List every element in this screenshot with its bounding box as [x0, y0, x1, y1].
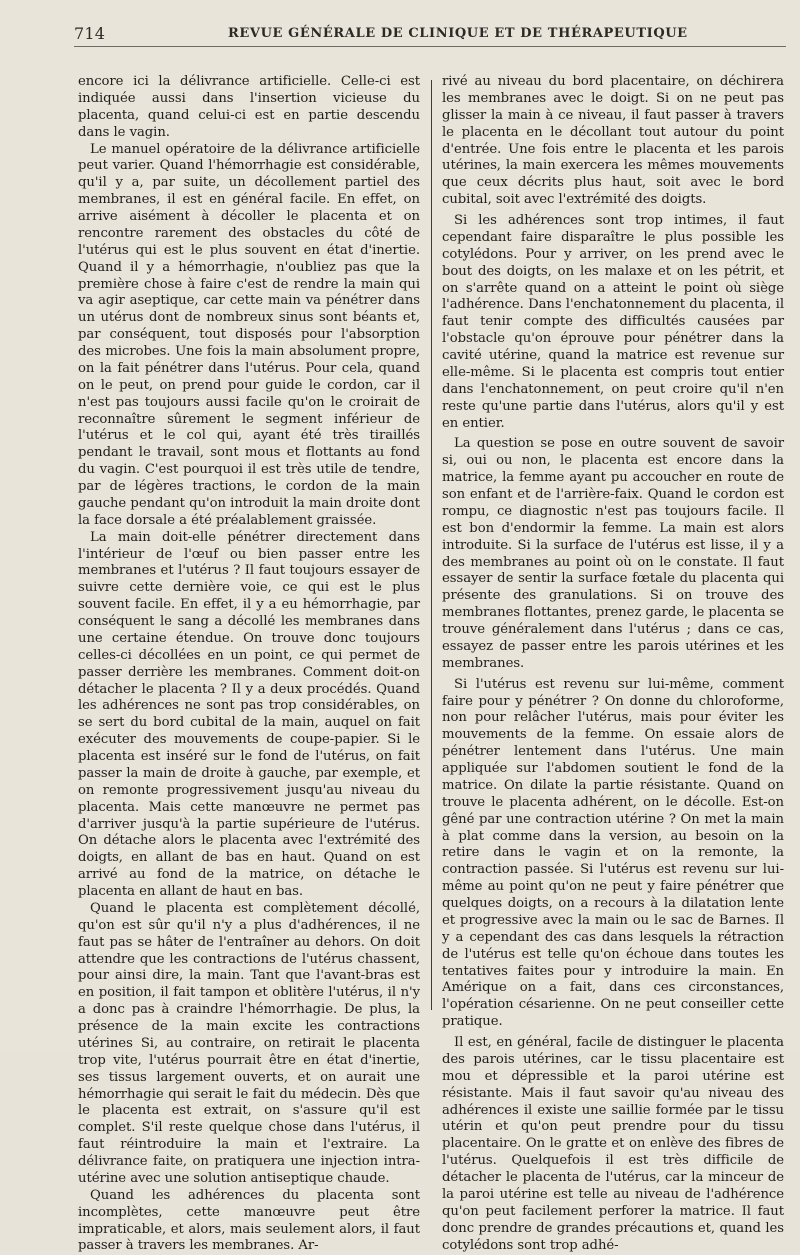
- paragraph: La question se pose en outre souvent de savoir si, oui ou non, le placenta est encore dans la matrice, la femme ayant pu accoucher en route de son enfant et de l'arrière-faix. Quand le cordon est rompu, ce diagnostic n'est pas toujours facile. Il est bon d'endormir la femme. La main est alors introduite. Si la surface de l'utérus est lisse, il y a des membranes au point où on le constate. Il faut essayer de sentir la surface fœtale du placenta qui présente des granulations. Si on trouve des membranes flottantes, prenez garde, le placenta se trouve généralement dans l'utérus ; dans ce cas, essayez de passer entre les parois utérines et les membranes.: [442, 436, 784, 671]
- page-number: 714: [74, 24, 106, 43]
- paragraph: Il est, en général, facile de distinguer le placenta des parois utérines, car le tissu placentaire est mou et dépressible et la paroi utérine est résistante. Mais il faut savoir qu'au niveau des adhérences il existe une saillie formée par le tissu utérin et qu'on peut prendre pour du tissu placentaire. On le gratte et on enlève des fibres de l'utérus. Quelquefois il est très difficile de détacher le placenta de l'utérus, car la minceur de la paroi utérine est telle au niveau de l'adhérence qu'on peut facilement perforer la matrice. Il faut donc prendre de grandes précautions et, quand les cotylédons sont trop adhé-: [442, 1035, 784, 1253]
- left-column: [78, 74, 420, 1255]
- right-column: [442, 74, 784, 1254]
- paragraph: encore ici la délivrance artificielle. Celle-ci est indiquée aussi dans l'insertion vicieuse du placenta, quand celui-ci est en partie descendu dans le vagin.: [78, 74, 420, 140]
- paragraph: Si l'utérus est revenu sur lui-même, comment faire pour y pénétrer ? On donne du chloroforme, non pour relâcher l'utérus, mais pour éviter les mouvements de la femme. On essaie alors de pénétrer lentement dans l'utérus. Une main appliquée sur l'abdomen soutient le fond de la matrice. On dilate la partie résistante. Quand on trouve le placenta adhérent, on le décolle. Est-on gêné par une contraction utérine ? On met la main à plat comme dans la version, au besoin on la retire dans le vagin et on la remonte, la contraction passée. Si l'utérus est revenu sur lui-même au point qu'on ne peut y faire pénétrer que quelques doigts, on a recours à la dilatation lente et progressive avec la main ou le sac de Barnes. Il y a cependant des cas dans lesquels la rétraction de l'utérus est telle qu'on échoue dans toutes les tentatives faites pour y introduire la main. En Amérique on a fait, dans ces circonstances, l'opération césarienne. On ne peut conseiller cette pratique.: [442, 676, 784, 1030]
- paragraph: Quand le placenta est complètement décollé, qu'on est sûr qu'il n'y a plus d'adhérences, il ne faut pas se hâter de l'entraîner au dehors. On doit attendre que les contractions de l'utérus chassent, pour ainsi dire, la main. Tant que l'avant-bras est en position, il fait tampon et oblitère l'utérus, il n'y a donc pas à craindre l'hémorrhagie. De plus, la présence de la main excite les contractions utérines Si, au contraire, on retirait le placenta trop vite, l'utérus pourrait être en état d'inertie, ses tissus largement ouverts, et on aurait une hémorrhagie qui serait le fait du médecin. Dès que le placenta est extrait, on s'assure qu'il est complet. S'il reste quelque chose dans l'utérus, il faut réintroduire la main et l'extraire. La délivrance faite, on pratiquera une injection intra-utérine avec une solution antiseptique chaude.: [78, 900, 420, 1186]
- paragraph: Le manuel opératoire de la délivrance artificielle peut varier. Quand l'hémorrhagie est considérable, qu'il y a, par suite, un décollement partiel des membranes, il est en général facile. En effet, on arrive aisément à décoller le placenta et on rencontre rarement des obstacles du côté de l'utérus qui est le plus souvent en état d'inertie. Quand il y a hémorrhagie, n'oubliez pas que la première chose à faire c'est de rendre la main qui va agir aseptique, car cette main va pénétrer dans un utérus dont de nombreux sinus sont béants et, par conséquent, tout disposés pour l'absorption des microbes. Une fois la main absolument propre, on la fait pénétrer dans l'utérus. Pour cela, quand on le peut, on prend pour guide le cordon, car il n'est pas toujours aussi facile qu'on le croirait de reconnaître sûrement le segment inférieur de l'utérus et le col qui, ayant été très tiraillés pendant le travail, sont mous et flottants au fond du vagin. C'est pourquoi il est très utile de tendre, par de légères tractions, le cordon de la main gauche pendant qu'on introduit la main droite dont la face dorsale a été préalablement graissée.: [78, 141, 420, 528]
- paragraph: La main doit-elle pénétrer directement dans l'intérieur de l'œuf ou bien passer entre les membranes et l'utérus ? Il faut toujours essayer de suivre cette dernière voie, ce qui est le plus souvent facile. En effet, il y a eu hémorrhagie, par conséquent le sang a décollé les membranes dans une certaine étendue. On trouve donc toujours celles-ci décollées en un point, ce qui permet de passer derrière les membranes. Comment doit-on détacher le placenta ? Il y a deux procédés. Quand les adhérences ne sont pas trop considérables, on se sert du bord cubital de la main, auquel on fait exécuter des mouvements de coupe-papier. Si le placenta est inséré sur le fond de l'utérus, on fait passer la main de droite à gauche, par exemple, et on remonte progressivement jusqu'au niveau du placenta. Mais cette manœuvre ne permet pas d'arriver jusqu'à la partie supérieure de l'utérus. On détache alors le placenta avec l'extrémité des doigts, en allant de bas en haut. Quand on est arrivé au fond de la matrice, on détache le placenta en allant de haut en bas.: [78, 529, 420, 899]
- column-divider: [431, 80, 432, 1010]
- paragraph: Si les adhérences sont trop intimes, il faut cependant faire disparaître le plus possible les cotylédons. Pour y arriver, on les prend avec le bout des doigts, on les malaxe et on les pétrit, et on s'arrête quand on a atteint le point où siège l'adhérence. Dans l'enchatonnement du placenta, il faut tenir compte des difficultés causées par l'obstacle qu'on éprouve pour pénétrer dans la cavité utérine, quand la matrice est revenue sur elle-même. Si le placenta est compris tout entier dans l'enchatonnement, on peut croire qu'il n'en reste qu'une partie dans l'utérus, alors qu'il y est en entier.: [442, 213, 784, 431]
- running-title: REVUE GÉNÉRALE DE CLINIQUE ET DE THÉRAPEUTIQUE: [228, 26, 688, 41]
- paragraph: rivé au niveau du bord placentaire, on déchirera les membranes avec le doigt. Si on ne peut pas glisser la main à ce niveau, il faut passer à travers le placenta en le décollant tout autour du point d'entrée. Une fois entre le placenta et les parois utérines, la main exercera les mêmes mouvements que ceux décrits plus haut, soit avec le bord cubital, soit avec l'extrémité des doigts.: [442, 74, 784, 208]
- page-header: [0, 18, 800, 46]
- paragraph: Quand les adhérences du placenta sont incomplètes, cette manœuvre peut être impraticable, et alors, mais seulement alors, il faut passer à travers les membranes. Ar-: [78, 1187, 420, 1254]
- header-rule: [74, 46, 786, 47]
